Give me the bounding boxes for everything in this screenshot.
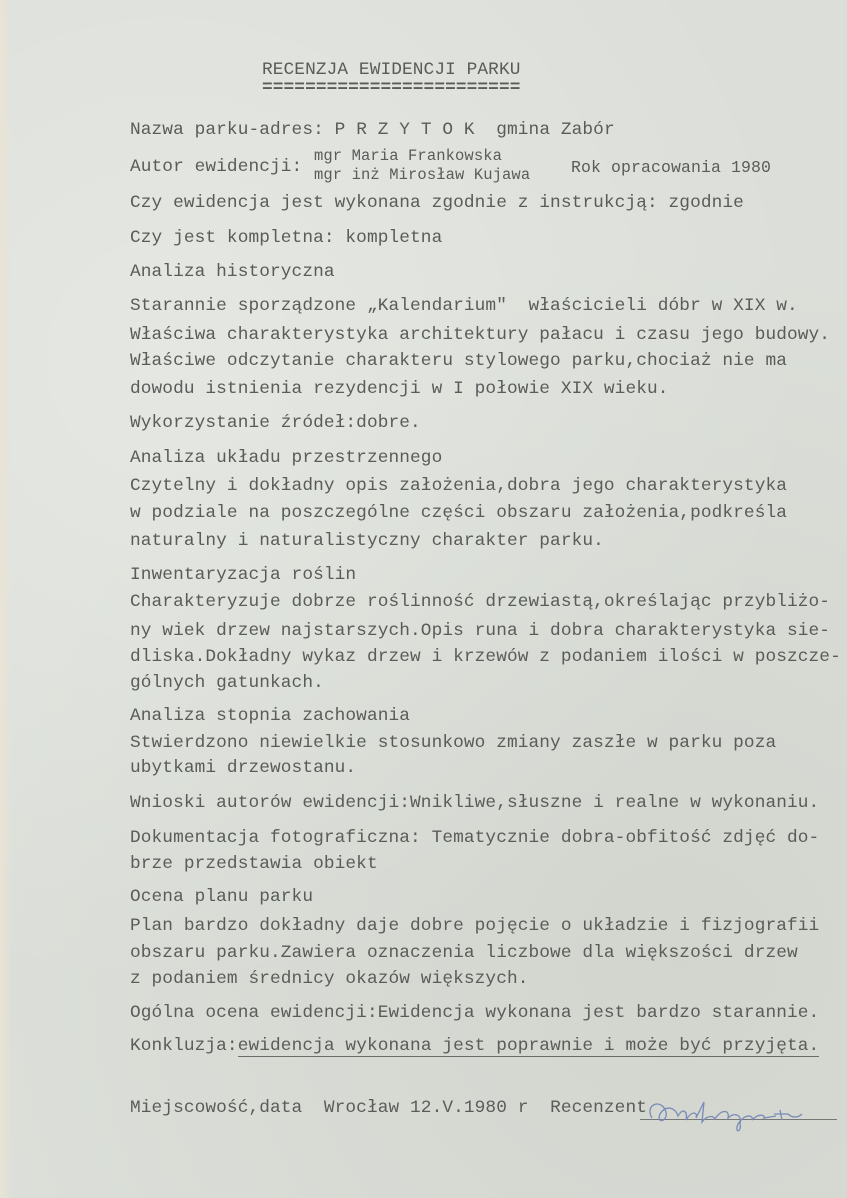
overall-line: Ogólna ocena ewidencji:Ewidencja wykonana jest bardzo starannie. <box>130 1003 820 1023</box>
conclusions-line: Wnioski autorów ewidencji:Wnikliwe,słuszne i realne w wykonaniu. <box>130 793 820 813</box>
park-label: Nazwa parku-adres: <box>130 120 324 140</box>
historical-line: Starannie sporządzone „Kalendarium" właścicieli dóbr w XIX w. <box>130 296 798 316</box>
spatial-line: naturalny i naturalistyczny charakter parku. <box>130 531 604 551</box>
conclusion-label: Konkluzja: <box>130 1036 238 1056</box>
spatial-line: Czytelny i dokładny opis założenia,dobra jego charakterystyka <box>130 476 787 496</box>
park-name: P R Z Y T O K <box>334 120 475 140</box>
reviewer-signature <box>642 1094 812 1134</box>
year-label: Rok opracowania 1980 <box>571 158 772 177</box>
sources-line: Wykorzystanie źródeł:dobre. <box>130 413 421 433</box>
historical-line: Właściwa charakterystyka architektury pałacu i czasu jego budowy. <box>130 325 831 345</box>
plants-line: Charakteryzuje dobrze roślinność drzewiastą,określając przybliżo- <box>130 592 831 612</box>
spatial-heading: Analiza układu przestrzennego <box>130 448 443 468</box>
complete-line: Czy jest kompletna: kompletna <box>130 228 443 248</box>
preservation-line: ubytkami drzewostanu. <box>130 758 357 778</box>
park-gmina: gmina Zabór <box>496 120 615 140</box>
historical-heading: Analiza historyczna <box>130 262 335 282</box>
plan-line: obszaru parku.Zawiera oznaczenia liczbowe dla większości drzew <box>130 943 798 963</box>
footer-line <box>130 1097 647 1119</box>
plants-heading: Inwentaryzacja roślin <box>130 565 357 585</box>
author-name: mgr inż Mirosław Kujawa <box>314 166 531 184</box>
compliance-line: Czy ewidencja jest wykonana zgodnie z instrukcją: zgodnie <box>130 193 744 213</box>
reviewer-label: Recenzent <box>550 1098 647 1118</box>
place-label: Miejscowość,data <box>130 1098 303 1118</box>
plants-line: gólnych gatunkach. <box>130 673 324 693</box>
document-title: RECENZJA EWIDENCJI PARKU <box>262 60 521 80</box>
spatial-line: w podziale na poszczególne części obszaru założenia,podkreśla <box>130 503 787 523</box>
paper-edge <box>0 0 12 1198</box>
authors-label: Autor ewidencji: <box>130 157 303 177</box>
place-date: Wrocław 12.V.1980 r <box>323 1098 529 1118</box>
preservation-line: Stwierdzono niewielkie stosunkowo zmiany zaszłe w parku poza <box>130 733 777 753</box>
historical-line: dowodu istnienia rezydencji w I połowie XIX wieku. <box>130 379 669 399</box>
plants-line: ny wiek drzew najstarszych.Opis runa i dobra charakterystyka sie- <box>130 621 831 641</box>
plan-heading: Ocena planu parku <box>130 887 314 907</box>
author-name: mgr Maria Frankowska <box>314 147 503 165</box>
plan-line: Plan bardzo dokładny daje dobre pojęcie o układzie i fizjografii <box>130 916 820 936</box>
historical-line: Właściwe odczytanie charakteru stylowego parku,chociaż nie ma <box>130 351 787 371</box>
conclusion-text: ewidencja wykonana jest poprawnie i może być przyjęta. <box>237 1036 820 1056</box>
plants-line: dliska.Dokładny wykaz drzew i krzewów z podaniem ilości w poszcze- <box>130 647 841 667</box>
park-name-line <box>130 119 615 141</box>
preservation-heading: Analiza stopnia zachowania <box>130 706 411 726</box>
title-underline: ======================== <box>262 78 521 98</box>
conclusion-line <box>130 1035 819 1057</box>
photo-line: Dokumentacja fotograficzna: Tematycznie dobra-obfitość zdjęć do- <box>130 828 820 848</box>
plan-line: z podaniem średnicy okazów większych. <box>130 969 529 989</box>
photo-line: brze przedstawia obiekt <box>130 854 378 874</box>
